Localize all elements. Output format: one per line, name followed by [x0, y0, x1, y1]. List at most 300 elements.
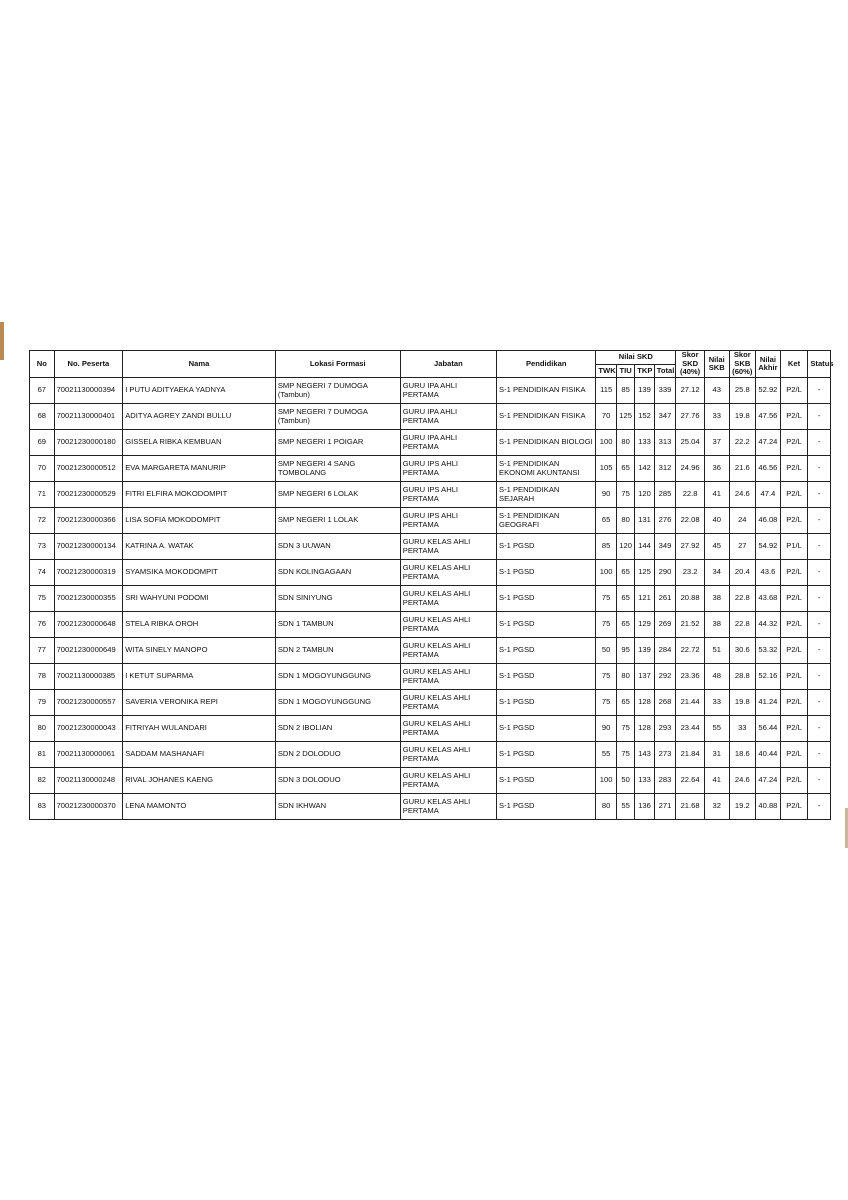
cell-no: 71 [30, 482, 55, 508]
cell-lokasi-formasi [275, 430, 400, 456]
cell-jabatan [400, 768, 496, 794]
cell-total: 349 [654, 534, 676, 560]
table-row [30, 794, 831, 820]
cell-nilai-akhir: 46.56 [756, 456, 781, 482]
cell-no-peserta: 70021230000134 [54, 534, 123, 560]
cell-no-peserta: 70021230000648 [54, 612, 123, 638]
cell-jabatan [400, 716, 496, 742]
cell-twk: 75 [596, 586, 616, 612]
cell-nilai-akhir: 47.24 [756, 768, 781, 794]
cell-no: 67 [30, 378, 55, 404]
cell-lokasi-line: SDN KOLINGAGAAN [277, 567, 352, 577]
cell-lokasi-line: TOMBOLANG [277, 467, 327, 477]
cell-pendidikan-line: S-1 PGSD [499, 541, 535, 551]
cell-nama: I KETUT SUPARMA [123, 664, 276, 690]
cell-ket: P2/L [780, 482, 808, 508]
cell-nama: SRI WAHYUNI PODOMI [123, 586, 276, 612]
cell-nilai-skb: 33 [704, 404, 729, 430]
cell-nilai-akhir: 44.32 [756, 612, 781, 638]
cell-ket: P2/L [780, 430, 808, 456]
cell-lokasi-line: (Tambun) [277, 415, 310, 425]
cell-jabatan-line: PERTAMA [402, 805, 439, 815]
cell-skor-skd: 22.8 [676, 482, 705, 508]
cell-tkp: 121 [635, 586, 654, 612]
cell-nama: ADITYA AGREY ZANDI BULLU [123, 404, 276, 430]
cell-skor-skd: 22.64 [676, 768, 705, 794]
cell-pendidikan-line: S-1 PGSD [499, 645, 535, 655]
cell-ket: P2/L [780, 404, 808, 430]
cell-no-peserta: 70021230000649 [54, 638, 123, 664]
cell-lokasi-line: SDN 2 DOLODUO [277, 749, 341, 759]
cell-nama: LENA MAMONTO [123, 794, 276, 820]
cell-pendidikan-line: S-1 PENDIDIKAN BIOLOGI [499, 437, 593, 447]
cell-skor-skb: 30.6 [729, 638, 756, 664]
cell-tiu: 75 [616, 716, 634, 742]
cell-pendidikan [497, 716, 596, 742]
cell-tkp: 125 [635, 560, 654, 586]
cell-jabatan-line: PERTAMA [402, 675, 439, 685]
cell-ket: P2/L [780, 794, 808, 820]
cell-no-peserta: 70021130000394 [54, 378, 123, 404]
cell-no: 70 [30, 456, 55, 482]
cell-twk: 75 [596, 612, 616, 638]
cell-ket: P2/L [780, 742, 808, 768]
cell-lokasi-formasi [275, 560, 400, 586]
cell-total: 268 [654, 690, 676, 716]
cell-no-peserta: 70021230000512 [54, 456, 123, 482]
cell-skor-skd: 25.04 [676, 430, 705, 456]
cell-nilai-akhir: 46.08 [756, 508, 781, 534]
cell-nilai-akhir: 41.24 [756, 690, 781, 716]
cell-tiu: 65 [616, 456, 634, 482]
header-tkp: TKP [635, 365, 654, 378]
cell-nilai-akhir: 43.6 [756, 560, 781, 586]
table-row [30, 612, 831, 638]
cell-jabatan-line: PERTAMA [402, 597, 439, 607]
cell-nilai-akhir: 52.16 [756, 664, 781, 690]
cell-pendidikan-line: S-1 PGSD [499, 671, 535, 681]
cell-status: - [808, 742, 831, 768]
cell-lokasi-line: SDN 3 DOLODUO [277, 775, 341, 785]
cell-tiu: 75 [616, 742, 634, 768]
cell-skor-skd: 24.96 [676, 456, 705, 482]
cell-jabatan-line: GURU KELAS AHLI [402, 641, 471, 651]
header-no-peserta: No. Peserta [54, 351, 123, 378]
cell-pendidikan-line: S-1 PGSD [499, 723, 535, 733]
cell-jabatan-line: GURU IPS AHLI PERTAMA [402, 485, 459, 503]
table-row [30, 638, 831, 664]
cell-pendidikan [497, 638, 596, 664]
cell-jabatan [400, 534, 496, 560]
cell-twk: 100 [596, 560, 616, 586]
cell-no-peserta: 70021230000180 [54, 430, 123, 456]
cell-twk: 100 [596, 768, 616, 794]
cell-twk: 75 [596, 690, 616, 716]
cell-jabatan [400, 456, 496, 482]
cell-pendidikan [497, 560, 596, 586]
cell-jabatan-line: PERTAMA [402, 701, 439, 711]
cell-nilai-akhir: 52.92 [756, 378, 781, 404]
cell-jabatan-line: GURU KELAS AHLI [402, 563, 471, 573]
cell-tkp: 137 [635, 664, 654, 690]
cell-twk: 50 [596, 638, 616, 664]
cell-tkp: 139 [635, 638, 654, 664]
cell-lokasi-line: SMP NEGERI 1 POIGAR [277, 437, 364, 447]
cell-pendidikan [497, 612, 596, 638]
cell-jabatan [400, 508, 496, 534]
table-row [30, 768, 831, 794]
cell-status: - [808, 638, 831, 664]
cell-tkp: 128 [635, 716, 654, 742]
cell-nilai-skb: 43 [704, 378, 729, 404]
cell-tkp: 133 [635, 768, 654, 794]
cell-lokasi-line: SMP NEGERI 4 SANG [277, 459, 356, 469]
header-skor-skd [676, 351, 705, 378]
cell-nilai-skb: 34 [704, 560, 729, 586]
cell-no: 76 [30, 612, 55, 638]
cell-pendidikan [497, 482, 596, 508]
cell-skor-skd: 20.88 [676, 586, 705, 612]
header-tiu: TIU [616, 365, 634, 378]
cell-total: 269 [654, 612, 676, 638]
cell-jabatan-line: PERTAMA [402, 571, 439, 581]
cell-pendidikan [497, 586, 596, 612]
cell-twk: 80 [596, 794, 616, 820]
cell-nama: SYAMSIKA MOKODOMPIT [123, 560, 276, 586]
cell-ket: P2/L [780, 612, 808, 638]
cell-tiu: 65 [616, 560, 634, 586]
cell-nilai-skb: 32 [704, 794, 729, 820]
cell-skor-skd: 21.44 [676, 690, 705, 716]
cell-skor-skd: 22.72 [676, 638, 705, 664]
cell-no: 79 [30, 690, 55, 716]
cell-lokasi-line: SMP NEGERI 6 LOLAK [277, 489, 359, 499]
cell-tiu: 80 [616, 664, 634, 690]
cell-no: 82 [30, 768, 55, 794]
cell-nilai-akhir: 56.44 [756, 716, 781, 742]
header-jabatan: Jabatan [400, 351, 496, 378]
cell-nilai-skb: 41 [704, 768, 729, 794]
cell-tiu: 80 [616, 508, 634, 534]
cell-pendidikan [497, 690, 596, 716]
cell-nilai-akhir: 43.68 [756, 586, 781, 612]
cell-nama: KATRINA A. WATAK [123, 534, 276, 560]
cell-jabatan [400, 690, 496, 716]
header-nilai-akhir [756, 351, 781, 378]
cell-ket: P2/L [780, 378, 808, 404]
cell-tiu: 65 [616, 690, 634, 716]
cell-lokasi-line: (Tambun) [277, 389, 310, 399]
cell-tiu: 75 [616, 482, 634, 508]
cell-lokasi-formasi [275, 456, 400, 482]
cell-nilai-skb: 55 [704, 716, 729, 742]
cell-lokasi-formasi [275, 482, 400, 508]
cell-jabatan [400, 664, 496, 690]
cell-nama: EVA MARGARETA MANURIP [123, 456, 276, 482]
cell-status: - [808, 664, 831, 690]
cell-nilai-skb: 38 [704, 612, 729, 638]
cell-nilai-akhir: 47.24 [756, 430, 781, 456]
cell-skor-skb: 19.8 [729, 690, 756, 716]
cell-jabatan-line: PERTAMA [402, 623, 439, 633]
cell-pendidikan-line: S-1 PGSD [499, 697, 535, 707]
cell-status: - [808, 586, 831, 612]
cell-nama: WITA SINELY MANOPO [123, 638, 276, 664]
cell-status: - [808, 404, 831, 430]
cell-pendidikan [497, 768, 596, 794]
cell-ket: P2/L [780, 716, 808, 742]
cell-skor-skb: 27 [729, 534, 756, 560]
cell-status: - [808, 768, 831, 794]
cell-nilai-skb: 41 [704, 482, 729, 508]
table-row [30, 430, 831, 456]
cell-skor-skb: 21.6 [729, 456, 756, 482]
cell-pendidikan [497, 794, 596, 820]
cell-lokasi-line: SDN SINIYUNG [277, 593, 333, 603]
cell-twk: 90 [596, 716, 616, 742]
cell-status: - [808, 612, 831, 638]
cell-no: 68 [30, 404, 55, 430]
cell-skor-skb: 22.8 [729, 612, 756, 638]
header-skor-skb-line: Skor [733, 350, 751, 360]
cell-nama: FITRIYAH WULANDARI [123, 716, 276, 742]
cell-nama: FITRI ELFIRA MOKODOMPIT [123, 482, 276, 508]
cell-status: - [808, 690, 831, 716]
table-row [30, 586, 831, 612]
cell-no-peserta: 70021230000370 [54, 794, 123, 820]
cell-tiu: 50 [616, 768, 634, 794]
cell-ket: P1/L [780, 534, 808, 560]
cell-nama: I PUTU ADITYAEKA YADNYA [123, 378, 276, 404]
cell-total: 261 [654, 586, 676, 612]
cell-no: 72 [30, 508, 55, 534]
cell-total: 276 [654, 508, 676, 534]
cell-total: 339 [654, 378, 676, 404]
header-skor-skd-line: SKD [682, 358, 699, 368]
cell-ket: P2/L [780, 690, 808, 716]
cell-skor-skb: 22.2 [729, 430, 756, 456]
cell-tkp: 139 [635, 378, 654, 404]
cell-skor-skd: 23.36 [676, 664, 705, 690]
cell-jabatan-line: GURU KELAS AHLI [402, 537, 471, 547]
table-row [30, 716, 831, 742]
cell-nama: RIVAL JOHANES KAENG [123, 768, 276, 794]
cell-total: 347 [654, 404, 676, 430]
cell-skor-skd: 21.68 [676, 794, 705, 820]
cell-lokasi-line: SMP NEGERI 1 LOLAK [277, 515, 359, 525]
cell-tkp: 128 [635, 690, 654, 716]
cell-pendidikan-line: GEOGRAFI [499, 519, 540, 529]
table-row [30, 690, 831, 716]
cell-no-peserta: 70021230000366 [54, 508, 123, 534]
cell-jabatan-line: GURU IPS AHLI PERTAMA [402, 511, 459, 529]
cell-tiu: 65 [616, 612, 634, 638]
cell-pendidikan [497, 508, 596, 534]
cell-ket: P2/L [780, 768, 808, 794]
cell-jabatan [400, 638, 496, 664]
cell-nilai-akhir: 47.56 [756, 404, 781, 430]
cell-no: 80 [30, 716, 55, 742]
cell-ket: P2/L [780, 456, 808, 482]
cell-total: 284 [654, 638, 676, 664]
cell-no-peserta: 70021130000401 [54, 404, 123, 430]
cell-jabatan-line: GURU KELAS AHLI [402, 615, 471, 625]
cell-pendidikan-line: S-1 PGSD [499, 593, 535, 603]
cell-twk: 55 [596, 742, 616, 768]
cell-nilai-skb: 38 [704, 586, 729, 612]
cell-status: - [808, 716, 831, 742]
cell-no: 81 [30, 742, 55, 768]
cell-jabatan-line: GURU KELAS AHLI [402, 693, 471, 703]
cell-nilai-akhir: 53.32 [756, 638, 781, 664]
cell-jabatan [400, 560, 496, 586]
cell-ket: P2/L [780, 664, 808, 690]
cell-nilai-skb: 40 [704, 508, 729, 534]
cell-lokasi-formasi [275, 534, 400, 560]
cell-nama: LISA SOFIA MOKODOMPIT [123, 508, 276, 534]
cell-pendidikan-line: S-1 PENDIDIKAN FISIKA [499, 411, 586, 421]
cell-tkp: 142 [635, 456, 654, 482]
cell-lokasi-line: SDN 1 MOGOYUNGGUNG [277, 671, 372, 681]
cell-nilai-skb: 31 [704, 742, 729, 768]
header-lokasi-formasi: Lokasi Formasi [275, 351, 400, 378]
cell-pendidikan-line: S-1 PENDIDIKAN FISIKA [499, 385, 586, 395]
cell-skor-skb: 24 [729, 508, 756, 534]
header-nilai-akhir-line: Nilai [759, 354, 776, 364]
cell-pendidikan-line: S-1 PGSD [499, 801, 535, 811]
table-row [30, 508, 831, 534]
cell-no-peserta: 70021230000557 [54, 690, 123, 716]
cell-pendidikan-line: S-1 PENDIDIKAN [499, 511, 560, 521]
cell-twk: 70 [596, 404, 616, 430]
cell-total: 312 [654, 456, 676, 482]
header-status: Status [808, 351, 831, 378]
header-skor-skb-line: SKB [734, 358, 751, 368]
header-no: No [30, 351, 55, 378]
cell-status: - [808, 560, 831, 586]
table-row [30, 664, 831, 690]
cell-pendidikan [497, 378, 596, 404]
cell-tkp: 144 [635, 534, 654, 560]
cell-skor-skd: 23.2 [676, 560, 705, 586]
cell-pendidikan-line: S-1 PGSD [499, 775, 535, 785]
cell-twk: 100 [596, 430, 616, 456]
table-row [30, 560, 831, 586]
cell-jabatan [400, 430, 496, 456]
cell-lokasi-line: SDN 2 IBOLIAN [277, 723, 333, 733]
header-nilai-akhir-line: Akhir [758, 363, 778, 372]
cell-pendidikan [497, 664, 596, 690]
header-twk: TWK [596, 365, 616, 378]
cell-nilai-akhir: 54.92 [756, 534, 781, 560]
cell-no: 83 [30, 794, 55, 820]
cell-lokasi-formasi [275, 508, 400, 534]
cell-status: - [808, 482, 831, 508]
cell-nilai-skb: 33 [704, 690, 729, 716]
cell-total: 271 [654, 794, 676, 820]
cell-pendidikan [497, 404, 596, 430]
cell-skor-skb: 24.6 [729, 482, 756, 508]
cell-lokasi-formasi [275, 716, 400, 742]
cell-skor-skb: 24.6 [729, 768, 756, 794]
cell-ket: P2/L [780, 508, 808, 534]
cell-skor-skb: 25.8 [729, 378, 756, 404]
cell-tiu: 95 [616, 638, 634, 664]
cell-skor-skb: 18.6 [729, 742, 756, 768]
cell-twk: 90 [596, 482, 616, 508]
cell-twk: 85 [596, 534, 616, 560]
cell-skor-skd: 27.92 [676, 534, 705, 560]
cell-nama: STELA RIBKA OROH [123, 612, 276, 638]
cell-skor-skd: 21.52 [676, 612, 705, 638]
cell-nama: SAVERIA VERONIKA REPI [123, 690, 276, 716]
cell-pendidikan [497, 742, 596, 768]
results-table [29, 350, 834, 820]
cell-skor-skd: 27.76 [676, 404, 705, 430]
cell-nilai-skb: 37 [704, 430, 729, 456]
cell-tkp: 136 [635, 794, 654, 820]
header-nilai-skb-line: Nilai [708, 354, 725, 364]
cell-lokasi-line: SDN 2 TAMBUN [277, 645, 334, 655]
cell-jabatan [400, 794, 496, 820]
cell-tkp: 129 [635, 612, 654, 638]
cell-tkp: 131 [635, 508, 654, 534]
cell-lokasi-formasi [275, 378, 400, 404]
table-row [30, 456, 831, 482]
header-nilai-skb-line: SKB [708, 363, 725, 372]
header-skor-skd-line: Skor [681, 350, 699, 360]
cell-jabatan-line: GURU KELAS AHLI [402, 719, 471, 729]
header-total: Total [654, 365, 676, 378]
cell-no: 69 [30, 430, 55, 456]
cell-skor-skd: 27.12 [676, 378, 705, 404]
cell-jabatan [400, 378, 496, 404]
cell-no: 78 [30, 664, 55, 690]
cell-total: 273 [654, 742, 676, 768]
cell-lokasi-line: SDN 1 TAMBUN [277, 619, 334, 629]
table-row [30, 482, 831, 508]
cell-total: 292 [654, 664, 676, 690]
cell-no: 74 [30, 560, 55, 586]
cell-nama: GISSELA RIBKA KEMBUAN [123, 430, 276, 456]
cell-total: 313 [654, 430, 676, 456]
cell-skor-skb: 19.2 [729, 794, 756, 820]
cell-skor-skb: 22.8 [729, 586, 756, 612]
cell-no-peserta: 70021230000043 [54, 716, 123, 742]
cell-ket: P2/L [780, 586, 808, 612]
cell-lokasi-formasi [275, 794, 400, 820]
cell-total: 285 [654, 482, 676, 508]
cell-twk: 115 [596, 378, 616, 404]
cell-nama: SADDAM MASHANAFI [123, 742, 276, 768]
table-row [30, 404, 831, 430]
cell-twk: 105 [596, 456, 616, 482]
cell-ket: P2/L [780, 560, 808, 586]
cell-jabatan-line: GURU KELAS AHLI [402, 771, 471, 781]
cell-nilai-skb: 45 [704, 534, 729, 560]
cell-nilai-skb: 48 [704, 664, 729, 690]
table-row [30, 534, 831, 560]
cell-ket: P2/L [780, 638, 808, 664]
cell-pendidikan [497, 456, 596, 482]
cell-total: 293 [654, 716, 676, 742]
cell-no-peserta: 70021230000355 [54, 586, 123, 612]
cell-jabatan [400, 404, 496, 430]
header-pendidikan: Pendidikan [497, 351, 596, 378]
header-skor-skb-line: (60%) [732, 367, 753, 377]
cell-status: - [808, 534, 831, 560]
cell-no-peserta: 70021230000529 [54, 482, 123, 508]
